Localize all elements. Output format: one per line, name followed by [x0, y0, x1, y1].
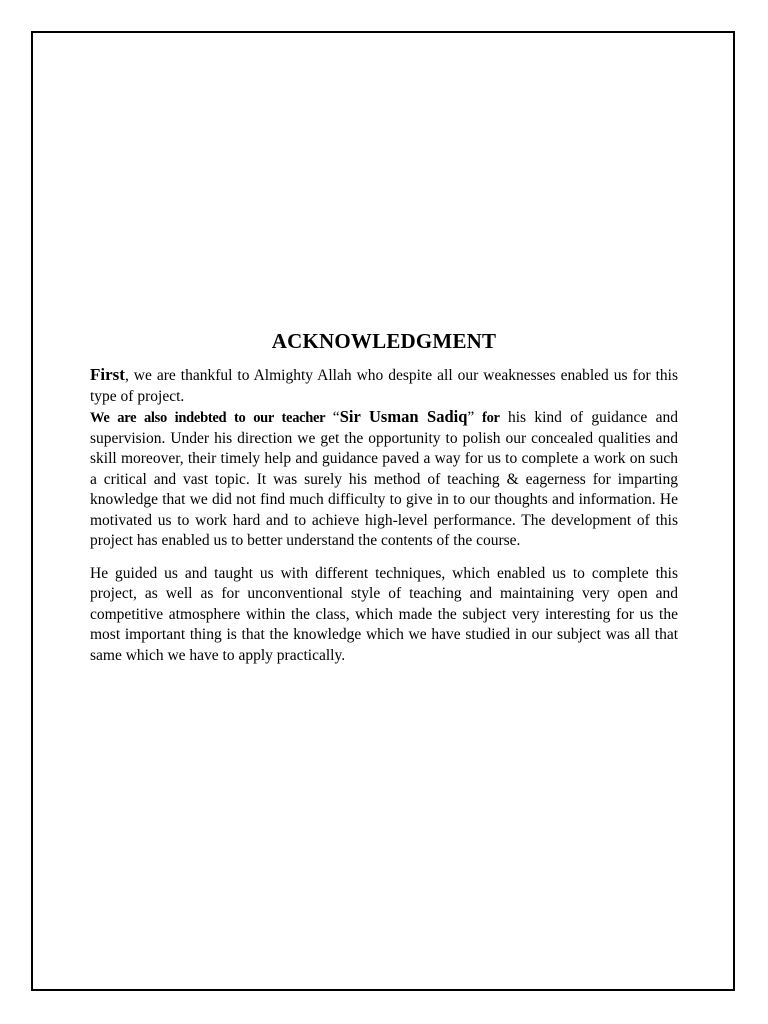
page-title: ACKNOWLEDGMENT [271, 329, 497, 353]
teacher-name: Sir Usman Sadiq [339, 407, 468, 426]
paragraph-teacher [90, 407, 678, 552]
paragraph-thanks [90, 365, 678, 407]
paragraph-thanks-text: , we are thankful to Almighty Allah who despite all our weaknesses enabled us for this type of project. [90, 367, 678, 405]
paragraph-guidance: He guided us and taught us with different techniques, which enabled us to complete this project, as well as for unconventional style of teaching and maintaining very open and competitive atmosphere within the class, which made the subject very interesting for us the most important thing is that the knowledge which we have studied in our subject was all that same which we have to apply practically. [90, 564, 678, 664]
quote-close: ” [467, 409, 475, 426]
quote-open: “ [332, 409, 340, 426]
paragraph-thanks-lead: First [90, 365, 125, 384]
document-body [90, 327, 678, 666]
paragraph-teacher-lead: We are also indebted to our teacher [90, 410, 333, 426]
paragraph-teacher-text: his kind of guidance and supervision. Under his direction we get the opportunity to polish our concealed qualities and skill moreover, their timely help and guidance paved a way for us to complete a work on such a critical and vast topic. It was surely his method of teaching & eagerness for imparting knowledge that we did not find much difficulty to give in to our thoughts and information. He motivated us to work hard and to achieve high-level performance. The development of this project has enabled us to better understand the contents of the course. [90, 409, 678, 549]
paragraph-teacher-for: for [474, 410, 500, 426]
